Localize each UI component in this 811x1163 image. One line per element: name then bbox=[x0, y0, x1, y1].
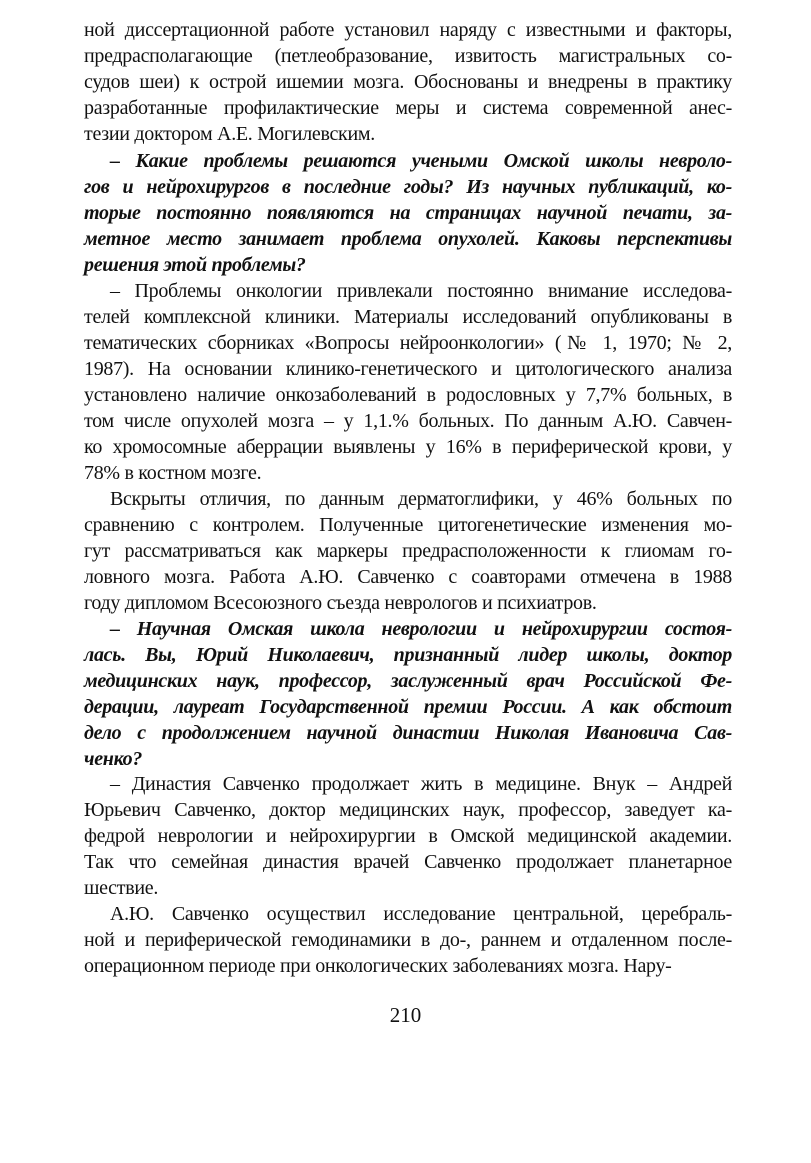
text-line: ловного мозга. Работа А.Ю. Савченко с соавторами отмечена в 1988 bbox=[84, 566, 732, 588]
text-line: гов и нейрохирургов в последние годы? Из научных публикаций, ко- bbox=[84, 176, 732, 198]
text-line: Юрьевич Савченко, доктор медицинских наук, профессор, заведует ка- bbox=[84, 799, 732, 821]
text-line: разработанные профилактические меры и система современной анес- bbox=[84, 97, 732, 119]
text-line: судов шеи) к острой ишемии мозга. Обоснованы и внедрены в практику bbox=[84, 71, 732, 93]
text-line: предрасполагающие (петлеобразование, извитость магистральных со- bbox=[84, 45, 732, 67]
text-line: шествие. bbox=[84, 877, 159, 899]
text-line: операционном периоде при онкологических заболеваниях мозга. Нару- bbox=[84, 955, 672, 977]
page-number: 210 bbox=[389, 1003, 422, 1027]
text-line: дело с продолжением научной династии Николая Ивановича Сав- bbox=[84, 722, 732, 744]
text-line: установлено наличие онкозаболеваний в родословных у 7,7% больных, в bbox=[84, 384, 732, 406]
text-line: сравнению с контролем. Полученные цитогенетические изменения мо- bbox=[84, 514, 732, 536]
text-line: лась. Вы, Юрий Николаевич, признанный лидер школы, доктор bbox=[84, 644, 732, 666]
text-line: дерации, лауреат Государственной премии России. А как обстоит bbox=[84, 696, 732, 718]
text-line: ченко? bbox=[84, 748, 143, 770]
text-line: тематических сборниках «Вопросы нейроонкологии» (№ 1, 1970; № 2, bbox=[84, 332, 732, 354]
text-line: гут рассматриваться как маркеры предрасположенности к глиомам го- bbox=[84, 540, 732, 562]
text-line: телей комплексной клиники. Материалы исследований опубликованы в bbox=[84, 306, 732, 328]
text-line: Вскрыты отличия, по данным дерматоглифики, у 46% больных по bbox=[110, 488, 732, 510]
text-line: ко хромосомные аберрации выявлены у 16% в периферической крови, у bbox=[84, 436, 732, 458]
text-line: том числе опухолей мозга – у 1,1.% больных. По данным А.Ю. Савчен- bbox=[84, 410, 732, 432]
text-line: федрой неврологии и нейрохирургии в Омской медицинской академии. bbox=[84, 825, 732, 847]
text-line: метное место занимает проблема опухолей. Каковы перспективы bbox=[84, 228, 732, 250]
text-line: году дипломом Всесоюзного съезда неврологов и психиатров. bbox=[84, 592, 597, 614]
text-line: Так что семейная династия врачей Савченко продолжает планетарное bbox=[84, 851, 732, 873]
text-line: – Научная Омская школа неврологии и нейрохирургии состоя- bbox=[110, 618, 732, 640]
text-line: ной диссертационной работе установил наряду с известными и факторы, bbox=[84, 19, 732, 41]
text-line: – Какие проблемы решаются учеными Омской школы невроло- bbox=[110, 150, 732, 172]
text-line: тезии доктором А.Е. Могилевским. bbox=[84, 123, 375, 145]
text-line: – Династия Савченко продолжает жить в медицине. Внук – Андрей bbox=[110, 773, 732, 795]
text-line: ной и периферической гемодинамики в до-, раннем и отдаленном после- bbox=[84, 929, 732, 951]
text-line: торые постоянно появляются на страницах научной печати, за- bbox=[84, 202, 732, 224]
text-line: медицинских наук, профессор, заслуженный врач Российской Фе- bbox=[84, 670, 732, 692]
text-line: – Проблемы онкологии привлекали постоянно внимание исследова- bbox=[110, 280, 732, 302]
text-line: 78% в костном мозге. bbox=[84, 462, 262, 484]
text-line: А.Ю. Савченко осуществил исследование центральной, церебраль- bbox=[110, 903, 732, 925]
text-line: 1987). На основании клинико-генетического и цитологического анализа bbox=[84, 358, 732, 380]
text-line: решения этой проблемы? bbox=[84, 254, 306, 276]
